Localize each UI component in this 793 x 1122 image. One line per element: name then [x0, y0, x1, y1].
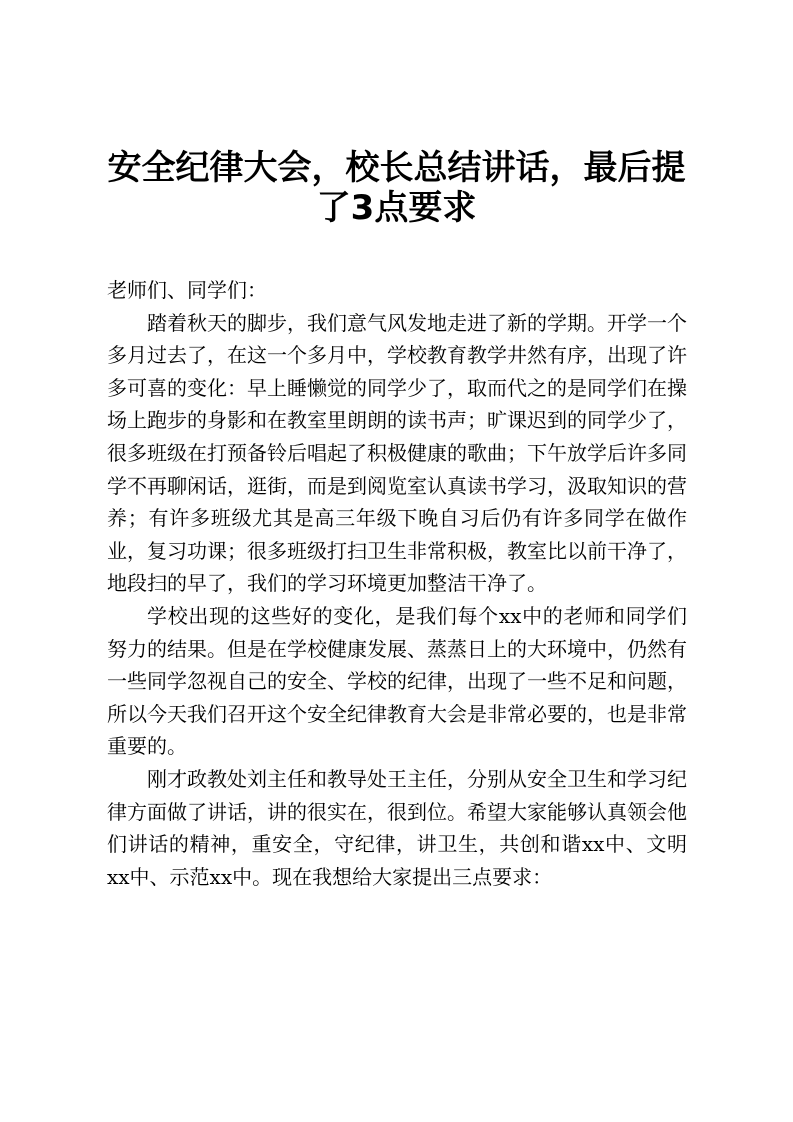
greeting-line: 老师们、同学们： — [107, 278, 267, 302]
paragraph-1: 踏着秋天的脚步，我们意气风发地走进了新的学期。开学一个多月过去了，在这一个多月中，学校教育教学井然有序，出现了许多可喜的变化：早上睡懒觉的同学少了，取而代之的是同学们在操场上跑步的身影和在教室里朗朗的读书声；旷课迟到的同学少了，很多班级在打预备铃后唱起了积极健康的歌曲；下午放学后许多同学不再聊闲话，逛街，而是到阅览室认真读书学习，汲取知识的营养；有许多班级尤其是高三年级下晚自习后仍有许多同学在做作业，复习功课；很多班级打扫卫生非常积极，教室比以前干净了，地段扫的早了，我们的学习环境更加整洁干净了。 — [107, 310, 687, 596]
document-body — [107, 274, 687, 893]
paragraph-3: 刚才政教处刘主任和教导处王主任，分别从安全卫生和学习纪律方面做了讲话，讲的很实在，很到位。希望大家能够认真领会他们讲话的精神，重安全，守纪律，讲卫生，共创和谐xx中、文明xx中、示范xx中。现在我想给大家提出三点要求： — [107, 766, 687, 889]
paragraph-2: 学校出现的这些好的变化，是我们每个xx中的老师和同学们努力的结果。但是在学校健康发展、蒸蒸日上的大环境中，仍然有一些同学忽视自己的安全、学校的纪律，出现了一些不足和问题，所以今天我们召开这个安全纪律教育大会是非常必要的，也是非常重要的。 — [107, 603, 687, 759]
document-title: 安全纪律大会，校长总结讲话，最后提了3点要求 — [107, 148, 686, 228]
